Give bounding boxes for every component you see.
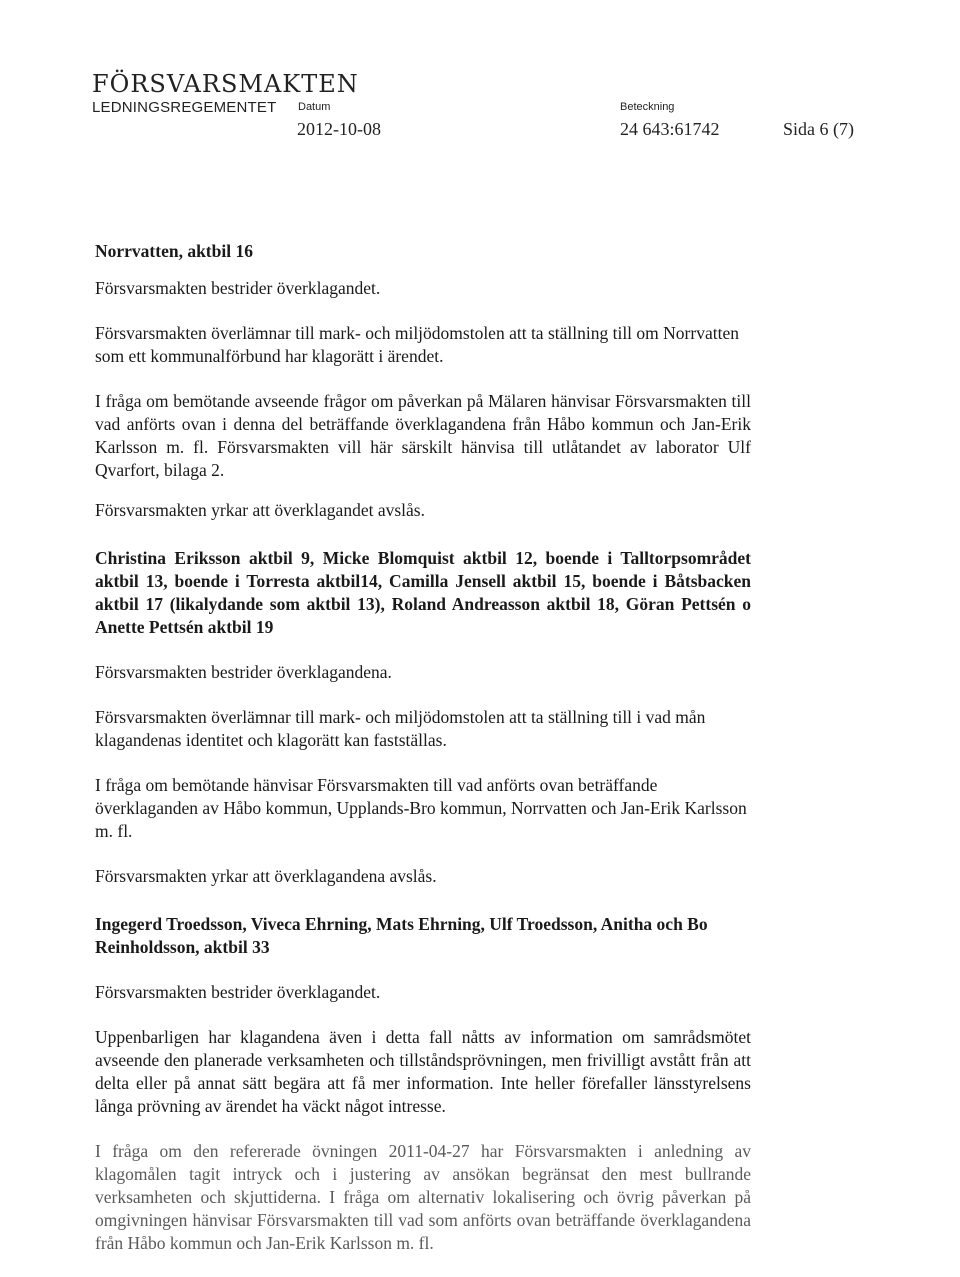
paragraph: Försvarsmakten yrkar att överklagandena avslås.	[95, 866, 437, 886]
section-heading: Norrvatten, aktbil 16	[95, 241, 253, 261]
section-heading: Ingegerd Troedsson, Viveca Ehrning, Mats Ehrning, Ulf Troedsson, Anitha och Bo Reinholdsson, aktbil 33	[95, 914, 708, 957]
paragraph: Försvarsmakten bestrider överklagandena.	[95, 662, 392, 682]
paragraph: Försvarsmakten yrkar att överklagandet avslås.	[95, 500, 425, 520]
document-date: 2012-10-08	[297, 119, 381, 139]
reference-number: 24 643:61742	[620, 119, 720, 139]
paragraph: I fråga om den refererade övningen 2011-04-27 har Försvarsmakten i anledning av klagomålen tagit intryck och i justering av ansökan begränsat den mest bullrande verksamheten och skjuttiderna. I fråga om alternativ lokalisering och övrig påverkan på omgivningen hänvisar Försvarsmakten till vad som anförts ovan beträffande överklagandena från Håbo kommun och Jan-Erik Karlsson m. fl.	[95, 1141, 751, 1253]
paragraph: Uppenbarligen har klagandena även i detta fall nåtts av information om samrådsmötet avseende den planerade verksamheten och tillståndsprövningen, men frivilligt avstått från att delta eller på annat sätt begära att få mer information. Inte heller förefaller länsstyrelsens långa prövning av ärendet ha väckt något intresse.	[95, 1027, 751, 1116]
paragraph: Försvarsmakten bestrider överklagandet.	[95, 982, 381, 1002]
paragraph: I fråga om bemötande hänvisar Försvarsmakten till vad anförts ovan beträffande överklaganden av Håbo kommun, Upplands-Bro kommun, Norrvatten och Jan-Erik Karlsson m. fl.	[95, 775, 747, 841]
document-body	[95, 240, 751, 1255]
paragraph: Försvarsmakten bestrider överklagandet.	[95, 278, 381, 298]
page-number: Sida 6 (7)	[783, 119, 854, 139]
paragraph: Försvarsmakten överlämnar till mark- och miljödomstolen att ta ställning till i vad mån klagandenas identitet och klagorätt kan fastställas.	[95, 707, 706, 750]
date-label: Datum	[298, 101, 331, 113]
organization-name: FÖRSVARSMAKTEN	[92, 70, 359, 98]
paragraph: I fråga om bemötande avseende frågor om påverkan på Mälaren hänvisar Försvarsmakten till vad anförts ovan i denna del beträffande överklagandena från Håbo kommun och Jan-Erik Karlsson m. fl. Försvarsmakten vill här särskilt hänvisa till utlåtandet av laborator Ulf Qvarfort, bilaga 2.	[95, 391, 751, 480]
paragraph: Försvarsmakten överlämnar till mark- och miljödomstolen att ta ställning till om Norrvatten som ett kommunalförbund har klagorätt i ärendet.	[95, 323, 739, 366]
organization-unit: LEDNINGSREGEMENTET	[92, 99, 277, 116]
section-heading: Christina Eriksson aktbil 9, Micke Blomquist aktbil 12, boende i Talltorpsområdet aktbil 13, boende i Torresta aktbil14, Camilla Jensell aktbil 15, boende i Båtsbacken aktbil 17 (likalydande som aktbil 13), Roland Andreasson aktbil 18, Göran Pettsén o Anette Pettsén aktbil 19	[95, 548, 751, 637]
reference-label: Beteckning	[620, 101, 675, 113]
